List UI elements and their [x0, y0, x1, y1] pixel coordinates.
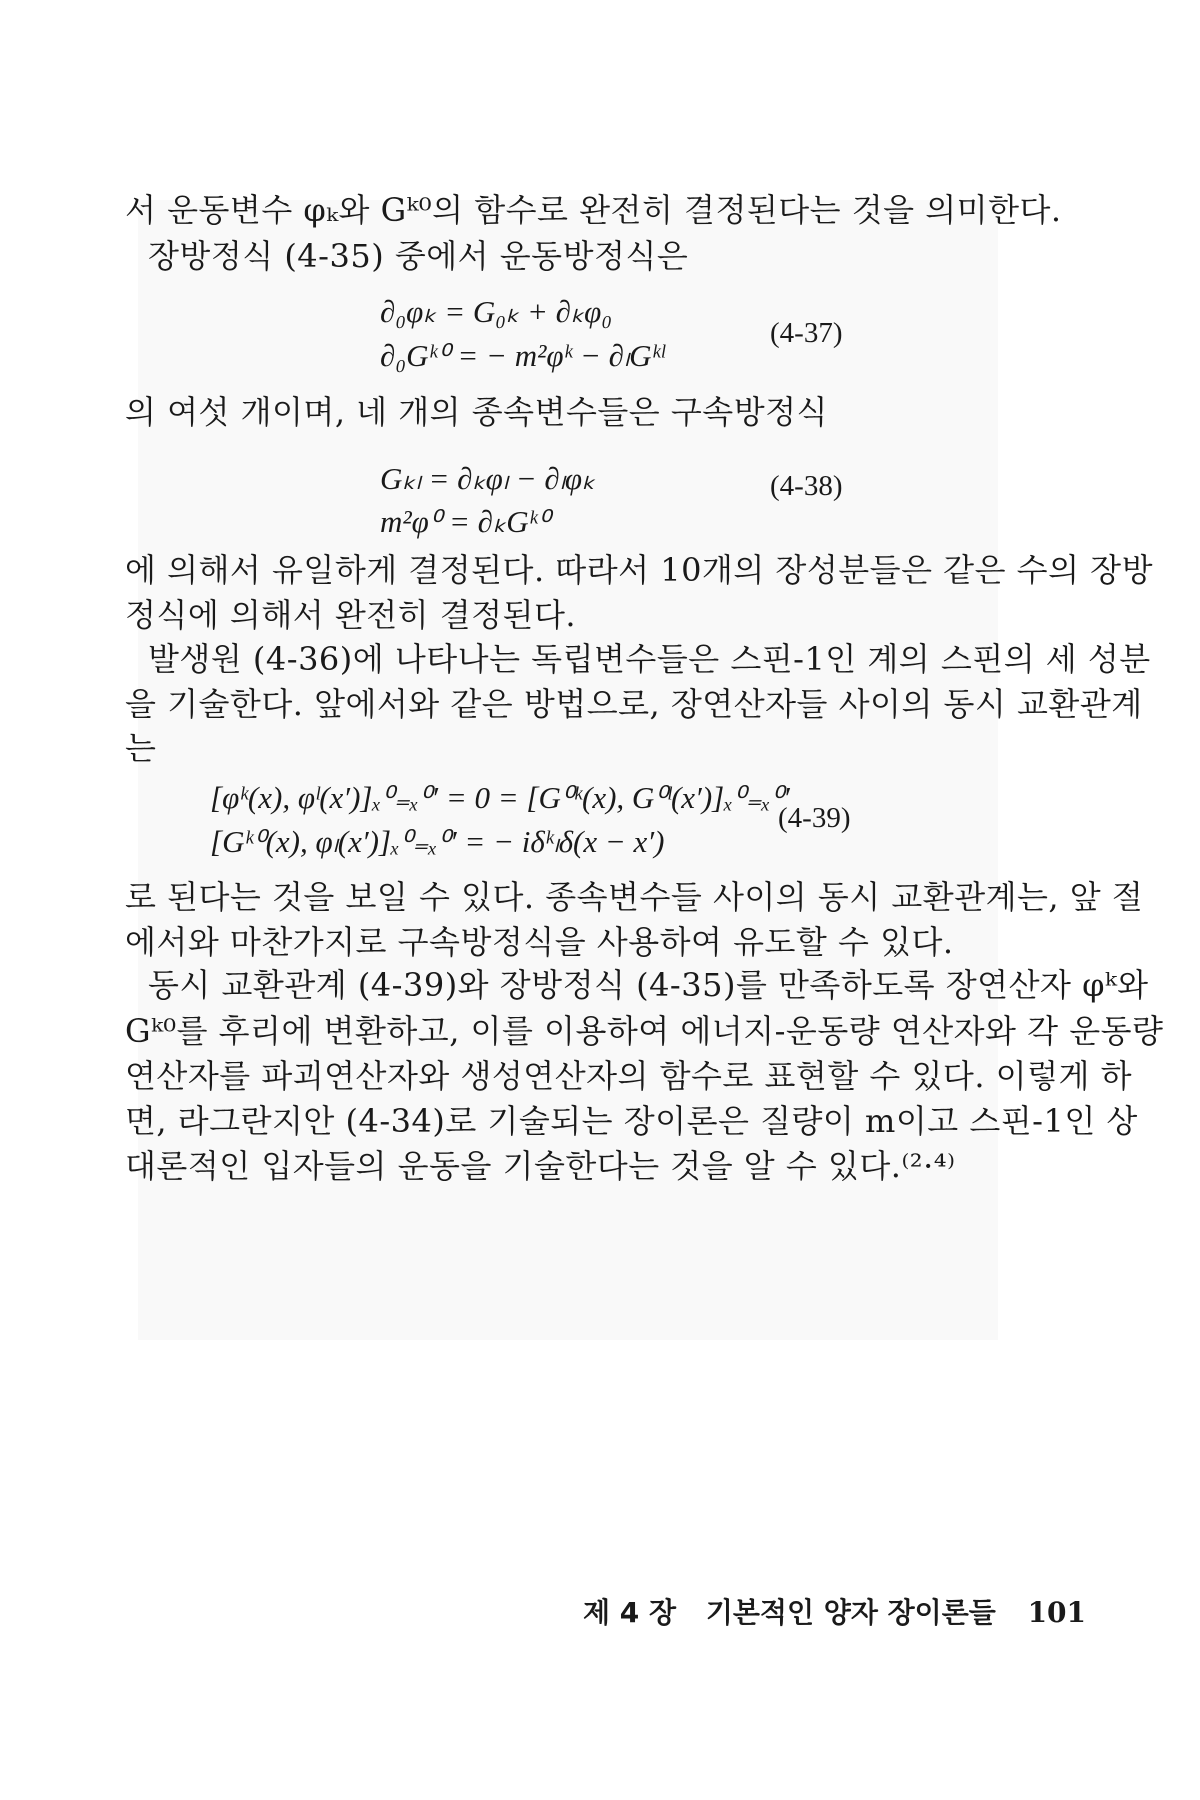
equation-line: [Gᵏ⁰(x), φₗ(x′)]ₓ⁰₌ₓ⁰′ = − iδᵏₗδ(x − x′) [210, 824, 665, 859]
text-line: 는 [125, 729, 157, 767]
equation-number: (4-39) [778, 802, 851, 834]
equation-line: [φᵏ(x), φˡ(x′)]ₓ⁰₌ₓ⁰′ = 0 = [G⁰ᵏ(x), G⁰ˡ(x′)]ₓ⁰₌ₓ⁰′ [210, 780, 790, 815]
text-line: Gᵏ⁰를 후리에 변환하고, 이를 이용하여 에너지-운동량 연산자와 각 운동량 [125, 1012, 1164, 1050]
page-number: 101 [1027, 1596, 1087, 1629]
chapter-label: 제 4 장 [583, 1596, 677, 1629]
text-line: 정식에 의해서 완전히 결정된다. [125, 596, 577, 634]
text-line: 에 의해서 유일하게 결정된다. 따라서 10개의 장성분들은 같은 수의 장방 [125, 551, 1153, 589]
text-line: 을 기술한다. 앞에서와 같은 방법으로, 장연산자들 사이의 동시 교환관계 [125, 685, 1143, 723]
text-line: 대론적인 입자들의 운동을 기술한다는 것을 알 수 있다.⁽²·⁴⁾ [125, 1147, 956, 1185]
text-line: 발생원 (4-36)에 나타나는 독립변수들은 스핀-1인 계의 스핀의 세 성분 [148, 640, 1151, 678]
equation-line: ∂₀φₖ = G₀ₖ + ∂ₖφ₀ [380, 294, 613, 329]
equation-line: m²φ⁰ = ∂ₖGᵏ⁰ [380, 504, 550, 539]
equation-line: ∂₀Gᵏ⁰ = − m²φᵏ − ∂ₗGᵏˡ [380, 338, 665, 373]
chapter-title: 기본적인 양자 장이론들 [705, 1596, 996, 1629]
equation-number: (4-38) [770, 470, 843, 502]
equation-number: (4-37) [770, 317, 843, 349]
text-line: 에서와 마찬가지로 구속방정식을 사용하여 유도할 수 있다. [125, 923, 954, 961]
text-line: 면, 라그란지안 (4-34)로 기술되는 장이론은 질량이 m이고 스핀-1인 상 [125, 1102, 1138, 1140]
text-line: 의 여섯 개이며, 네 개의 종속변수들은 구속방정식 [125, 393, 828, 431]
text-line: 연산자를 파괴연산자와 생성연산자의 함수로 표현할 수 있다. 이렇게 하 [125, 1057, 1132, 1095]
text-line: 장방정식 (4-35) 중에서 운동방정식은 [148, 237, 689, 275]
text-line: 서 운동변수 φₖ와 Gᵏ⁰의 함수로 완전히 결정된다는 것을 의미한다. [125, 191, 1062, 229]
text-line: 동시 교환관계 (4-39)와 장방정식 (4-35)를 만족하도록 장연산자 φᵏ와 [148, 966, 1149, 1004]
text-line: 로 된다는 것을 보일 수 있다. 종속변수들 사이의 동시 교환관계는, 앞 절 [125, 878, 1144, 916]
equation-line: Gₖₗ = ∂ₖφₗ − ∂ₗφₖ [380, 461, 596, 496]
running-footer [583, 1595, 1086, 1631]
